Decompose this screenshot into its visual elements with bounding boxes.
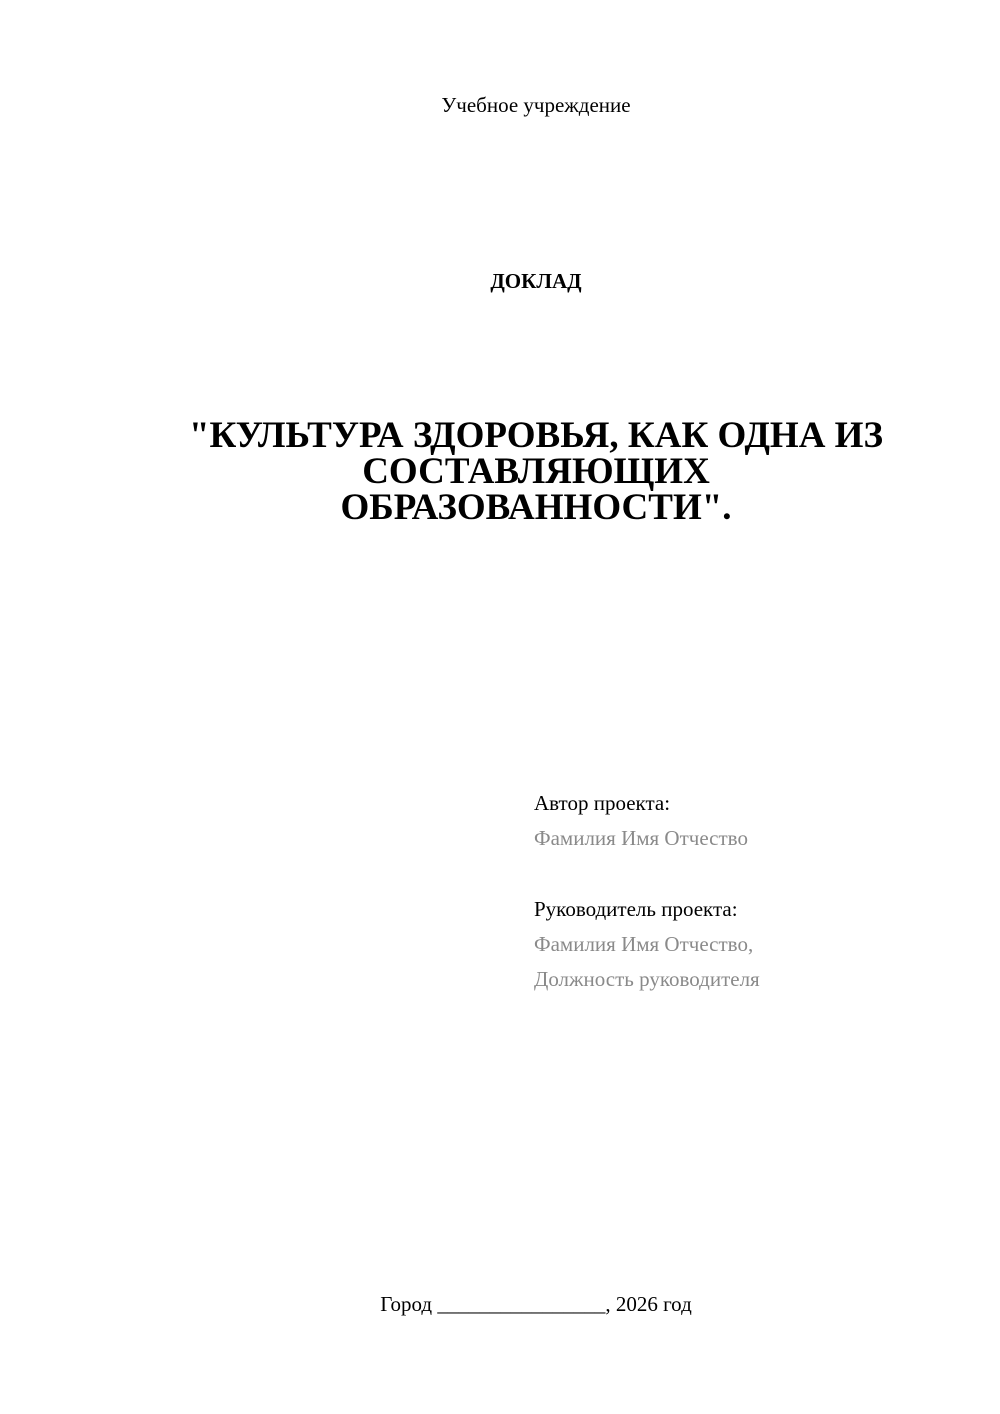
supervisor-details	[534, 927, 974, 997]
year-text: , 2026 год	[605, 1292, 692, 1316]
author-label: Автор проекта:	[534, 791, 671, 815]
supervisor-name: Фамилия Имя Отчество,	[534, 932, 754, 956]
document-title-line: "КУЛЬТУРА ЗДОРОВЬЯ, КАК ОДНА ИЗ	[189, 415, 883, 456]
supervisor-label: Руководитель проекта:	[534, 897, 738, 921]
document-title	[120, 415, 952, 528]
institution-name: Учебное учреждение	[441, 93, 631, 117]
city-label: Город	[380, 1292, 433, 1316]
supervisor-block	[534, 892, 974, 997]
supervisor-position: Должность руководителя	[534, 967, 760, 991]
document-title-line: ОБРАЗОВАННОСТИ".	[340, 487, 732, 528]
document-title-line: СОСТАВЛЯЮЩИХ	[362, 451, 710, 492]
city-year-line	[0, 1290, 1000, 1318]
author-name-text: Фамилия Имя Отчество	[534, 826, 748, 850]
author-name	[534, 821, 974, 856]
author-block	[534, 786, 974, 856]
document-type: ДОКЛАД	[490, 269, 582, 293]
city-blank: ________________	[437, 1292, 606, 1316]
